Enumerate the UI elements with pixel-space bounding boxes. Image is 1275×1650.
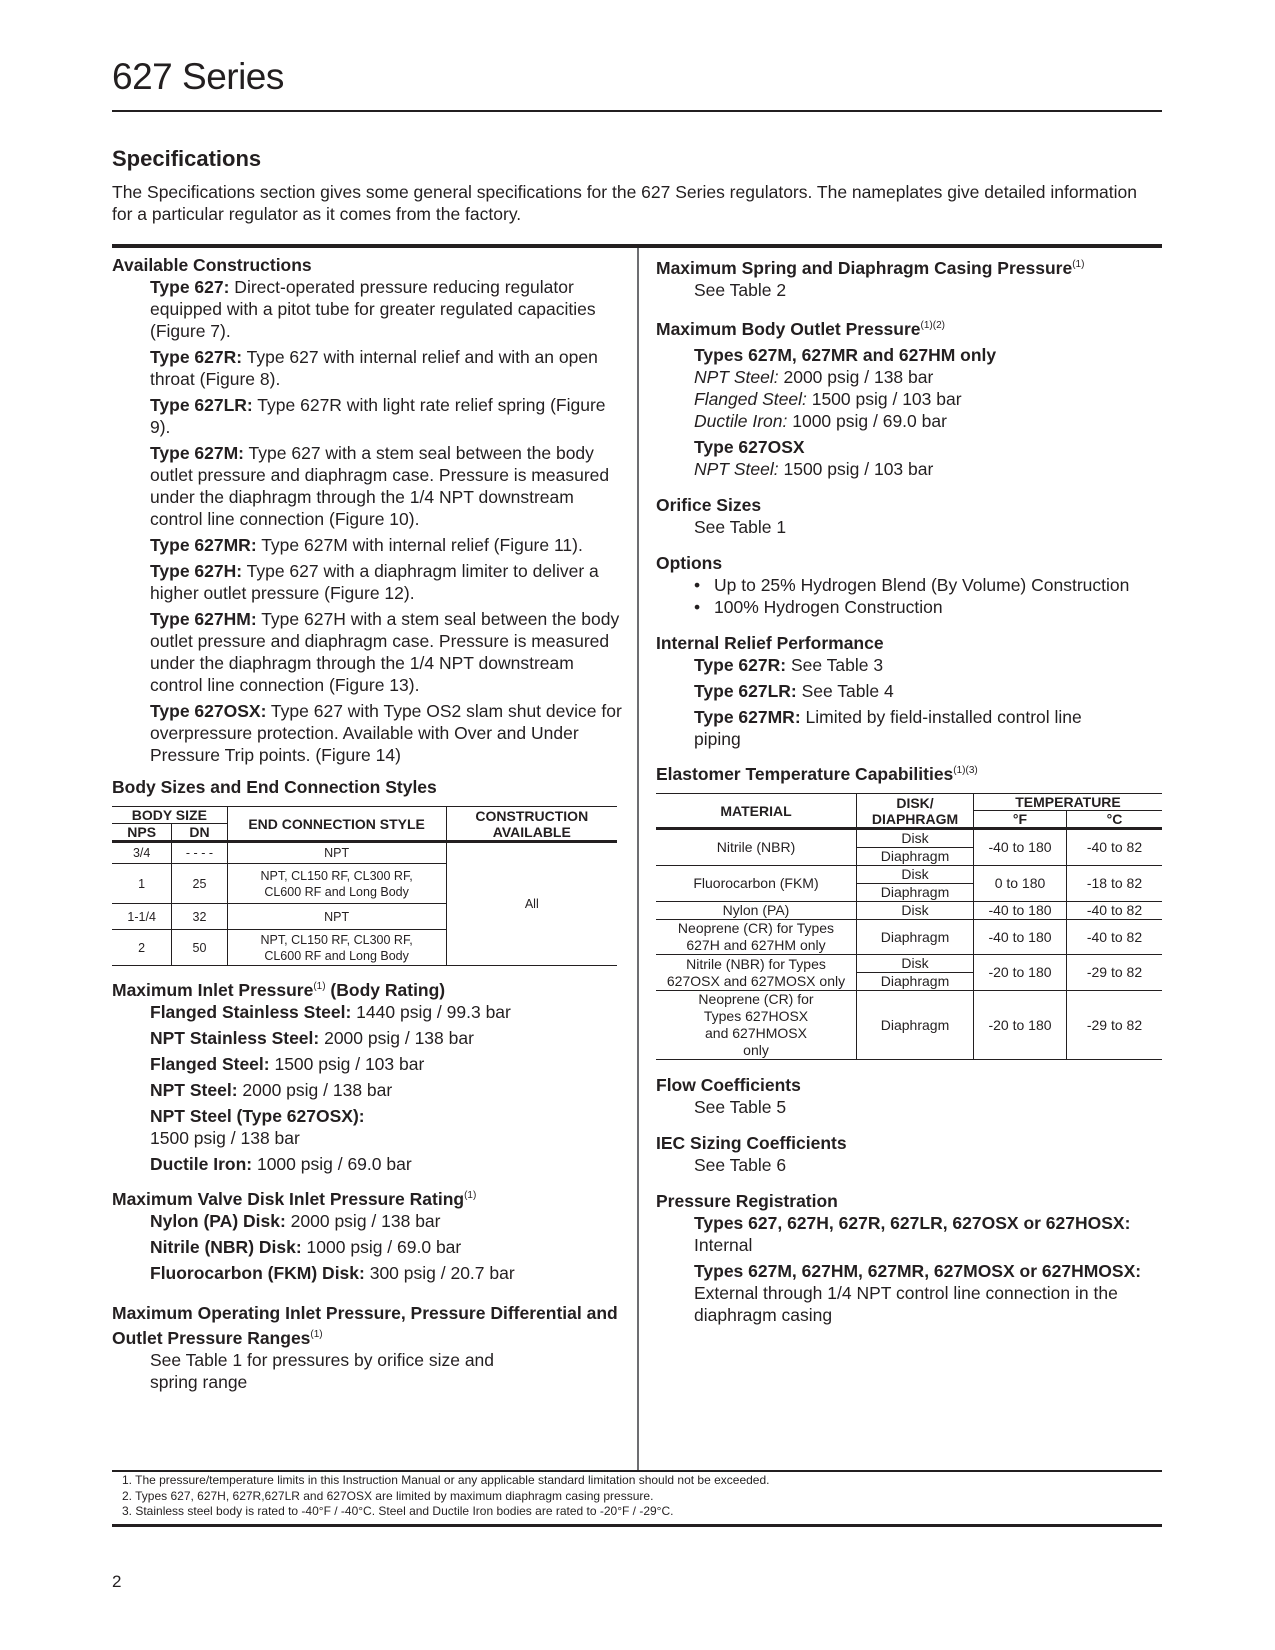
spec-item: NPT Steel: 1500 psig / 103 bar: [694, 459, 934, 479]
spec-item: NPT Stainless Steel: 2000 psig / 138 bar: [150, 1028, 474, 1048]
section-heading: Flow Coefficients: [656, 1075, 801, 1095]
orifice-sizes-section: Orifice Sizes See Table 1: [656, 494, 1162, 538]
left-column: [112, 254, 622, 1393]
elastomer-section: [656, 760, 1162, 1060]
table-row: Nitrile (NBR) for Types 627OSX and 627MOSX only Disk -20 to 180 -29 to 82: [656, 955, 1162, 973]
spec-item: NPT Steel: 2000 psig / 138 bar: [694, 367, 934, 387]
group-title: Types 627M, 627MR and 627HM only: [694, 345, 997, 365]
page-title: 627 Series: [112, 56, 284, 97]
section-heading: Maximum Inlet Pressure$^{(1)}$ (Body Rating): [112, 980, 446, 1000]
section-heading: Internal Relief Performance: [656, 633, 884, 653]
footnote-bottom-rule: [112, 1524, 1162, 1527]
spec-item: Fluorocarbon (FKM) Disk: 300 psig / 20.7 bar: [150, 1263, 515, 1283]
construction-item: Type 627H: Type 627 with a diaphragm limiter to deliver a higher outlet pressure (Figure 12).: [150, 561, 599, 603]
max-inlet-pressure-section: [112, 976, 622, 1175]
section-heading: Maximum Valve Disk Inlet Pressure Rating$^{(1)}$: [112, 1189, 477, 1209]
options-section: [656, 552, 1162, 618]
disk-header: DISK/ DIAPHRAGM: [857, 794, 974, 829]
section-heading: Options: [656, 553, 723, 573]
right-column: [656, 254, 1162, 1330]
intro-paragraph: The Specifications section gives some general specifications for the 627 Series regulators. The nameplates give detailed information for a particular regulator as it comes from the factory.: [112, 182, 1137, 224]
spec-item: Flanged Steel: 1500 psig / 103 bar: [694, 389, 962, 409]
footnote-top-rule: [112, 1470, 1162, 1472]
end-connection-header: END CONNECTION STYLE: [227, 807, 446, 842]
flow-coefficients-section: Flow Coefficients See Table 5: [656, 1074, 1162, 1118]
construction-all: All: [446, 842, 617, 966]
table-row: 1-1/4 32 NPT: [112, 904, 617, 930]
construction-item: Type 627HM: Type 627H with a stem seal between the body outlet pressure and diaphragm case. Pressure is measured under the diaphragm through the 1/4 NPT downstream control line connection (Figure 13).: [150, 609, 620, 695]
table-row: 3/4 - - - - NPT All: [112, 842, 617, 864]
iec-sizing-section: IEC Sizing Coefficients See Table 6: [656, 1132, 1162, 1176]
options-list: [656, 574, 1162, 618]
max-valve-disk-section: [112, 1185, 622, 1284]
table-row: Neoprene (CR) for Types 627HOSX and 627HMOSX only Diaphragm -20 to 180 -29 to 82: [656, 991, 1162, 1060]
spec-item: Nylon (PA) Disk: 2000 psig / 138 bar: [150, 1211, 441, 1231]
max-spring-section: Maximum Spring and Diaphragm Casing Pressure$^{(1)}$ See Table 2: [656, 254, 1162, 301]
construction-header: CONSTRUCTION AVAILABLE: [446, 807, 617, 842]
header-rule: [112, 110, 1162, 112]
temperature-header: TEMPERATURE: [974, 794, 1163, 811]
pressure-registration-section: [656, 1190, 1162, 1326]
max-body-outlet-section: [656, 315, 1162, 480]
table-row: Nitrile (NBR) Disk -40 to 180 -40 to 82: [656, 829, 1162, 848]
elastomer-table: MATERIAL DISK/ DIAPHRAGM TEMPERATURE °F °C Nitrile (NBR) Disk -40 to 180 -40 to 82 Diaphragm Fluorocarbon (FKM) Disk 0 to 180 -18 to 82 Diaphragm Nylon (PA) Disk -40 to 180 -40 to 82 Neoprene (CR) for Types 627H and 627HM only Diaphragm -40 to 180 -40 to 82 Nitrile (NBR) for Types 627OSX and 627MOSX only Disk -20 to 180 -29 to 82 Diaphragm Neoprene (CR) for Types 627HOSX and 627HMOSX only Diaphragm -20 to 180 -29 to 82: [656, 793, 1162, 1060]
available-constructions-section: [112, 254, 622, 766]
table-row: 2 50 NPT, CL150 RF, CL300 RF, CL600 RF and Long Body: [112, 930, 617, 966]
section-heading: Elastomer Temperature Capabilities$^{(1)(3)}$: [656, 764, 978, 784]
construction-item: Type 627R: Type 627 with internal relief and with an open throat (Figure 8).: [150, 347, 598, 389]
spec-item: Nitrile (NBR) Disk: 1000 psig / 69.0 bar: [150, 1237, 462, 1257]
section-heading: Maximum Spring and Diaphragm Casing Pressure$^{(1)}$: [656, 258, 1085, 278]
spec-item: NPT Steel (Type 627OSX): 1500 psig / 138 bar: [150, 1106, 365, 1148]
spec-item: Ductile Iron: 1000 psig / 69.0 bar: [694, 411, 947, 431]
construction-item: Type 627: Direct-operated pressure reducing regulator equipped with a pitot tube for greater regulated capacities (Figure 7).: [150, 277, 596, 341]
spec-item: Flanged Steel: 1500 psig / 103 bar: [150, 1054, 425, 1074]
construction-item: Type 627MR: Type 627M with internal relief (Figure 11).: [150, 535, 583, 555]
table-row: Fluorocarbon (FKM) Disk 0 to 180 -18 to 82: [656, 866, 1162, 884]
spec-item: NPT Steel: 2000 psig / 138 bar: [150, 1080, 393, 1100]
group-title: Type 627OSX: [694, 437, 805, 457]
section-title: Specifications: [112, 146, 262, 171]
section-heading: Pressure Registration: [656, 1191, 838, 1211]
body-sizes-section: [112, 776, 622, 966]
spec-item: Types 627, 627H, 627R, 627LR, 627OSX or 627HOSX: Internal: [694, 1213, 1131, 1255]
internal-relief-section: [656, 632, 1162, 750]
celsius-header: °C: [1067, 811, 1163, 829]
body-size-header: BODY SIZE: [112, 807, 227, 824]
dn-header: DN: [172, 824, 227, 842]
body-sizes-table: [112, 806, 617, 966]
table-row: 1 25 NPT, CL150 RF, CL300 RF, CL600 RF and Long Body: [112, 864, 617, 904]
section-heading: Available Constructions: [112, 255, 312, 275]
spec-text: See Table 1 for pressures by orifice size and spring range: [150, 1350, 495, 1392]
list-item: • Up to 25% Hydrogen Blend (By Volume) Construction: [694, 574, 1162, 596]
table-row: Nylon (PA) Disk -40 to 180 -40 to 82: [656, 902, 1162, 920]
spec-item: Types 627M, 627HM, 627MR, 627MOSX or 627HMOSX: External through 1/4 NPT control line connection in the diaphragm casing: [694, 1261, 1142, 1325]
footnote: 3. Stainless steel body is rated to -40°F / -40°C. Steel and Ductile Iron bodies are rated to -20°F / -29°C.: [122, 1504, 674, 1518]
footnote: 2. Types 627, 627H, 627R,627LR and 627OSX are limited by maximum diaphragm casing pressure.: [122, 1488, 654, 1503]
spec-item: Type 627LR: See Table 4: [694, 681, 894, 701]
spec-item: Type 627MR: Limited by field-installed control line piping: [694, 707, 1082, 749]
spec-item: Flanged Stainless Steel: 1440 psig / 99.3 bar: [150, 1002, 511, 1022]
section-heading: Maximum Body Outlet Pressure$^{(1)(2)}$: [656, 319, 945, 339]
section-heading: Maximum Operating Inlet Pressure, Pressure Differential and Outlet Pressure Ranges$^{(1)}$: [112, 1303, 618, 1348]
footnotes: [122, 1473, 769, 1520]
section-heading: Body Sizes and End Connection Styles: [112, 777, 437, 797]
column-divider: [637, 248, 639, 1470]
material-header: MATERIAL: [656, 794, 857, 829]
table-row: Neoprene (CR) for Types 627H and 627HM only Diaphragm -40 to 180 -40 to 82: [656, 920, 1162, 955]
section-heading: IEC Sizing Coefficients: [656, 1133, 847, 1153]
page-number: 2: [112, 1572, 122, 1591]
section-heading: Orifice Sizes: [656, 495, 762, 515]
nps-header: NPS: [112, 824, 172, 842]
spec-item: Type 627R: See Table 3: [694, 655, 884, 675]
list-item: • 100% Hydrogen Construction: [694, 596, 1162, 618]
construction-item: Type 627OSX: Type 627 with Type OS2 slam shut device for overpressure protection. Available with Over and Under Pressure Trip points. (Figure 14): [150, 701, 622, 765]
construction-item: Type 627M: Type 627 with a stem seal between the body outlet pressure and diaphragm case. Pressure is measured under the diaphragm through the 1/4 NPT downstream control line connection (Figure 10).: [150, 443, 610, 529]
constructions-list: [112, 276, 622, 766]
max-operating-section: [112, 1302, 622, 1393]
spec-item: Ductile Iron: 1000 psig / 69.0 bar: [150, 1154, 412, 1174]
fahrenheit-header: °F: [974, 811, 1067, 829]
footnote: 1. The pressure/temperature limits in this Instruction Manual or any applicable standard limitation should not be exceeded.: [122, 1473, 770, 1487]
construction-item: Type 627LR: Type 627R with light rate relief spring (Figure 9).: [150, 395, 606, 437]
